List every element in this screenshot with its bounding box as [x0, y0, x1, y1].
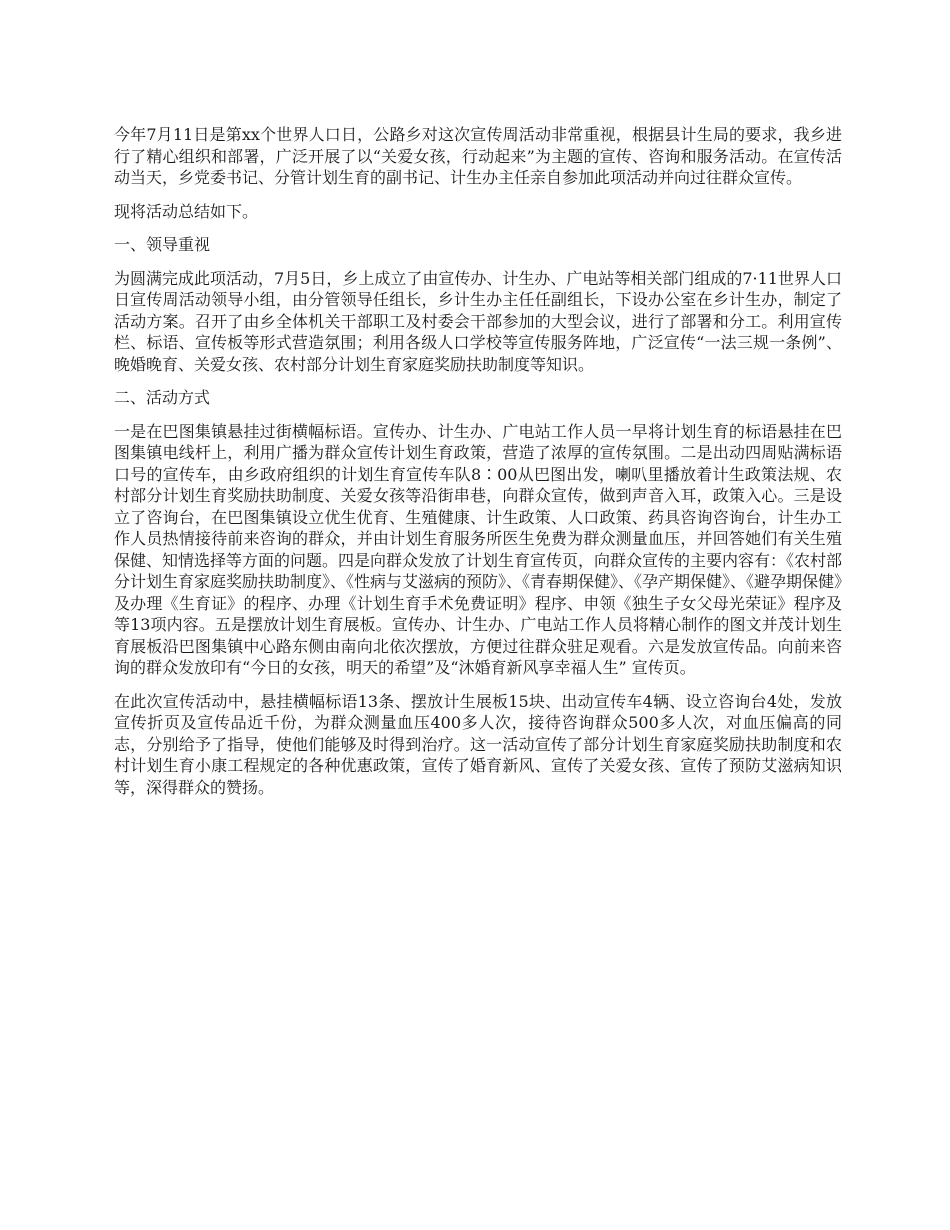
leadership-paragraph: 为圆满完成此项活动，7月5日，乡上成立了由宣传办、计生办、广电站等相关部门组成的7·11世界人口日宣传周活动领导小组，由分管领导任组长，乡计生办主任任副组长，下设办公室在乡计生办，制定了活动方案。召开了由乡全体机关干部职工及村委会干部参加的大型会议，进行了部署和分工。利用宣传栏、标语、宣传板等形式营造氛围；利用各级人口学校等宣传服务阵地，广泛宣传“一法三规一条例”、晚婚晚育、关爱女孩、农村部分计划生育家庭奖励扶助制度等知识。	[114, 268, 842, 374]
summary-intro-paragraph: 现将活动总结如下。	[114, 201, 259, 221]
activities-paragraph: 一是在巴图集镇悬挂过街横幅标语。宣传办、计生办、广电站工作人员一早将计划生育的标语悬挂在巴图集镇电线杆上，利用广播为群众宣传计划生育政策，营造了浓厚的宣传氛围。二是出动四周贴满标语口号的宣传车，由乡政府组织的计划生育宣传车队8∶00从巴图出发，喇叭里播放着计生政策法规、农村部分计划生育奖励扶助制度、关爱女孩等沿街串巷，向群众宣传，做到声音入耳，政策入心。三是设立了咨询台，在巴图集镇设立优生优育、生殖健康、计生政策、人口政策、药具咨询咨询台，计生办工作人员热情接待前来咨询的群众，并由计划生育服务所医生免费为群众测量血压，并回答她们有关生殖保健、知情选择等方面的问题。四是向群众发放了计划生育宣传页，向群众宣传的主要内容有：《农村部分计划生育家庭奖励扶助制度》、《性病与艾滋病的预防》、《青春期保健》、《孕产期保健》、《避孕期保健》及办理《生育证》的程序、办理《计划生育手术免费证明》程序、申领《独生子女父母光荣证》程序及等13项内容。五是摆放计划生育展板。宣传办、计生办、广电站工作人员将精心制作的图文并茂计划生育展板沿巴图集镇中心路东侧由南向北依次摆放，方便过往群众驻足观看。六是发放宣传品。向前来咨询的群众发放印有“今日的女孩，明天的希望”及“沐婚育新风享幸福人生” 宣传页。	[114, 421, 843, 677]
results-paragraph: 在此次宣传活动中，悬挂横幅标语13条、摆放计生展板15块、出动宣传车4辆、设立咨询台4处，发放宣传折页及宣传品近千份，为群众测量血压400多人次，接待咨询群众500多人次，对血压偏高的同志，分别给予了指导，使他们能够及时得到治疗。这一活动宣传了部分计划生育家庭奖励扶助制度和农村计划生育小康工程规定的各种优惠政策，宣传了婚育新风、宣传了关爱女孩、宣传了预防艾滋病知识等，深得群众的赞扬。	[114, 691, 842, 797]
document-body	[114, 124, 842, 810]
section-heading-leadership: 一、领导重视	[114, 235, 211, 254]
section-heading-activities: 二、活动方式	[114, 388, 211, 407]
intro-paragraph: 今年7月11日是第xx个世界人口日，公路乡对这次宣传周活动非常重视，根据县计生局的要求，我乡进行了精心组织和部署，广泛开展了以“关爱女孩，行动起来”为主题的宣传、咨询和服务活动。在宣传活动当天，乡党委书记、分管计划生育的副书记、计生办主任亲自参加此项活动并向过往群众宣传。	[114, 125, 842, 187]
